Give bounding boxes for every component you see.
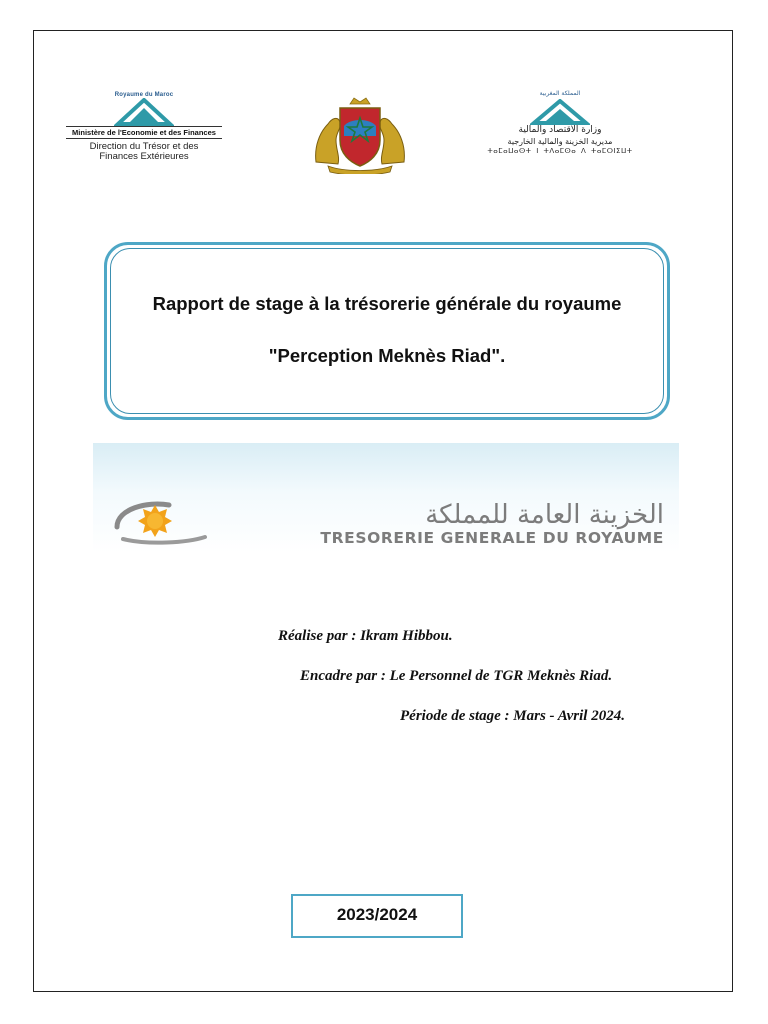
ministry-triangle-icon xyxy=(114,98,174,126)
author-line: Réalise par : Ikram Hibbou. xyxy=(278,628,453,644)
tifinagh-label: ⵜⴰⵎⴰⵡⴰⵙⵜ ⵏ ⵜⴷⴰⵎⵙⴰ ⴷ ⵜⴰⵎⵔⵏⵉⵡⵜ xyxy=(487,147,633,155)
tgr-sun-logo-icon xyxy=(107,493,207,549)
report-subtitle: "Perception Meknès Riad". xyxy=(268,345,506,366)
academic-year-box: 2023/2024 xyxy=(291,894,463,938)
tgr-arabic-name: الخزينة العامة للمملكة xyxy=(425,500,664,530)
tgr-banner xyxy=(93,443,679,553)
kingdom-label: Royaume du Maroc xyxy=(114,92,174,98)
kingdom-ar-label: المملكة المغربية xyxy=(539,90,581,97)
direction-line2: Finances Extérieures xyxy=(99,151,189,162)
tgr-french-name: TRESORERIE GENERALE DU ROYAUME xyxy=(320,529,664,547)
report-title: Rapport de stage à la trésorerie générale du royaume xyxy=(152,293,622,314)
direction-line1: Direction du Trésor et des xyxy=(89,141,199,152)
ministry-ar-label: وزارة الاقتصاد والمالية xyxy=(518,125,602,135)
supervisor-line: Encadre par : Le Personnel de TGR Meknès Riad. xyxy=(300,668,613,684)
title-box-inner-border xyxy=(110,248,664,414)
ministry-triangle-icon-right xyxy=(530,99,590,125)
direction-ar-label: مديرية الخزينة والمالية الخارجية xyxy=(507,137,613,146)
title-box xyxy=(104,242,670,420)
period-line: Période de stage : Mars - Avril 2024. xyxy=(400,708,625,724)
ministry-logo-left xyxy=(66,92,222,182)
ministry-label: Ministère de l'Economie et des Finances xyxy=(66,126,222,139)
ministry-logo-right xyxy=(450,88,670,184)
coat-of-arms-icon xyxy=(310,96,410,174)
